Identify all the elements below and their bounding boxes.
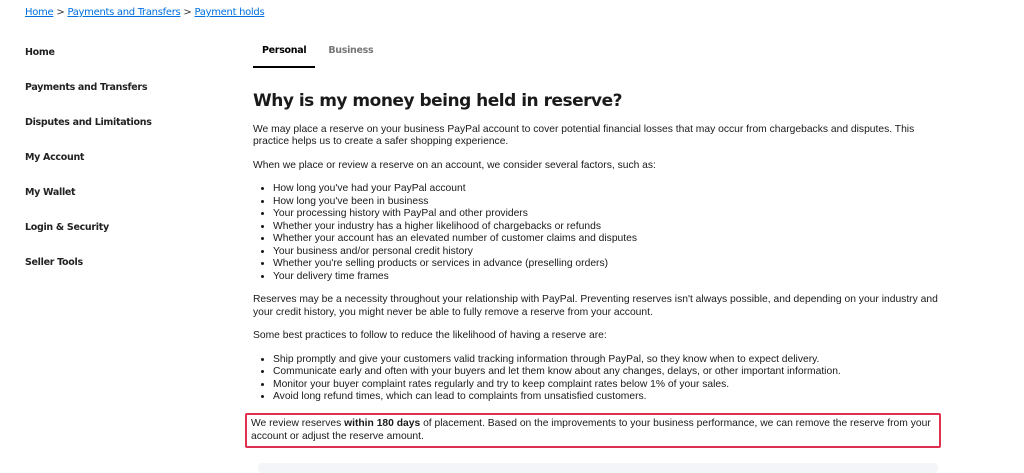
sidebar-item-login-security[interactable]: Login & Security — [25, 222, 109, 233]
sidebar-item-seller-tools[interactable]: Seller Tools — [25, 257, 83, 268]
practices-intro: Some best practices to follow to reduce the likelihood of having a reserve are: — [253, 330, 607, 341]
next-section-box — [258, 463, 938, 473]
list-item: • Your delivery time frames — [273, 271, 943, 284]
list-item: • Whether you're selling products or services in advance (preselling orders) — [273, 258, 943, 271]
sidebar-item-disputes-limitations[interactable]: Disputes and Limitations — [25, 117, 152, 128]
notice-text: We review reserves — [251, 418, 345, 429]
notice-text: of placement. Based on the improvements to your business performance, we can remove the reserve from your account or adjust the reserve amount. — [251, 418, 931, 442]
tabs — [253, 45, 386, 68]
reserves-paragraph: Reserves may be a necessity throughout your relationship with PayPal. Preventing reserves isn't always possible, and depending on your industry and your credit history, you might never be able to fully remove a reserve from your account. — [253, 294, 938, 318]
breadcrumb — [25, 7, 264, 18]
factors-intro: When we place or review a reserve on an account, we consider several factors, such as: — [253, 159, 656, 171]
list-item: • How long you've been in business — [273, 196, 943, 209]
highlighted-review-notice — [245, 413, 941, 448]
breadcrumb-payment-holds[interactable]: Payment holds — [194, 7, 265, 18]
tab-business[interactable]: Business — [328, 45, 374, 56]
list-item: • Whether your industry has a higher likelihood of chargebacks or refunds — [273, 221, 943, 234]
list-item: • Avoid long refund times, which can lead to complaints from unsatisfied customers. — [273, 391, 943, 404]
intro-paragraph: We may place a reserve on your business PayPal account to cover potential financial losses that may occur from chargebacks and disputes. This practice helps us to create a safer shopping experience. — [253, 123, 915, 147]
list-item: • Your processing history with PayPal and other providers — [273, 208, 943, 221]
page-title: Why is my money being held in reserve? — [253, 91, 622, 111]
list-item: • Ship promptly and give your customers valid tracking information through PayPal, so they know when to expect delivery. — [273, 354, 943, 367]
sidebar-item-payments-transfers[interactable]: Payments and Transfers — [25, 82, 148, 93]
list-item: • How long you've had your PayPal account — [273, 183, 943, 196]
chevron-right-icon: > — [56, 7, 65, 18]
sidebar — [25, 47, 152, 292]
sidebar-item-home[interactable]: Home — [25, 47, 55, 58]
list-item: • Monitor your buyer complaint rates regularly and try to keep complaint rates below 1% of your sales. — [273, 379, 943, 392]
list-item: • Your business and/or personal credit history — [273, 246, 943, 259]
tab-personal[interactable]: Personal — [253, 45, 315, 68]
practices-list — [253, 354, 943, 404]
breadcrumb-payments-transfers[interactable]: Payments and Transfers — [67, 7, 181, 18]
factors-list — [253, 183, 943, 283]
breadcrumb-home[interactable]: Home — [25, 7, 54, 18]
notice-bold-text: within 180 days — [344, 418, 421, 429]
sidebar-item-my-wallet[interactable]: My Wallet — [25, 187, 76, 198]
chevron-right-icon: > — [183, 7, 192, 18]
list-item: • Communicate early and often with your buyers and let them know about any changes, delays, or other important information. — [273, 366, 943, 379]
list-item: • Whether your account has an elevated number of customer claims and disputes — [273, 233, 943, 246]
article — [253, 91, 943, 415]
sidebar-item-my-account[interactable]: My Account — [25, 152, 85, 163]
